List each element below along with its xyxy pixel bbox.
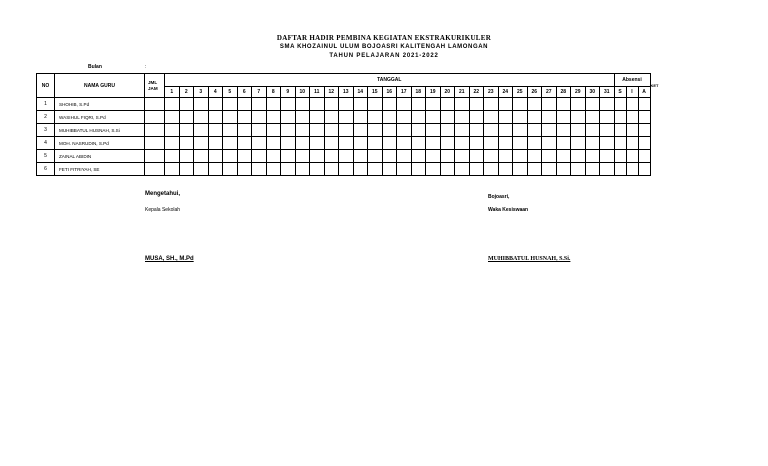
attendance-cell[interactable]: [614, 98, 626, 111]
attendance-cell[interactable]: [382, 137, 397, 150]
attendance-cell[interactable]: [145, 163, 165, 176]
col-jml-header: [145, 74, 165, 98]
table-row: [37, 111, 663, 124]
row-number: 1: [37, 98, 55, 111]
attendance-cell[interactable]: [411, 150, 426, 163]
day-header: 27: [542, 87, 557, 98]
ket-cell: [650, 124, 662, 137]
attendance-cell[interactable]: [426, 150, 441, 163]
attendance-cell[interactable]: [208, 150, 223, 163]
attendance-cell[interactable]: [455, 98, 470, 111]
attendance-cell[interactable]: [310, 111, 325, 124]
row-number: 2: [37, 111, 55, 124]
attendance-cell[interactable]: [310, 124, 325, 137]
attendance-cell[interactable]: [339, 98, 354, 111]
teacher-name: WASIHUL FIQRI, S.Pd: [55, 111, 145, 124]
day-header: 15: [368, 87, 383, 98]
attendance-cell[interactable]: [368, 150, 383, 163]
attendance-cell[interactable]: [165, 137, 180, 150]
attendance-cell[interactable]: [324, 98, 339, 111]
attendance-cell[interactable]: [295, 150, 310, 163]
attendance-cell[interactable]: [194, 163, 209, 176]
attendance-cell[interactable]: [527, 98, 542, 111]
day-header: 2: [179, 87, 194, 98]
teacher-name: SHOHIB, S.Pd: [55, 98, 145, 111]
attendance-cell[interactable]: [513, 111, 528, 124]
attendance-cell[interactable]: [281, 150, 296, 163]
ket-cell: [650, 98, 662, 111]
attendance-cell[interactable]: [179, 137, 194, 150]
attendance-cell[interactable]: [600, 124, 615, 137]
attendance-cell[interactable]: [469, 98, 484, 111]
attendance-cell[interactable]: [426, 163, 441, 176]
attendance-cell[interactable]: [382, 98, 397, 111]
attendance-cell[interactable]: [556, 124, 571, 137]
attendance-cell[interactable]: [223, 111, 238, 124]
bulan-label: Bulan: [88, 64, 102, 70]
attendance-cell[interactable]: [252, 150, 267, 163]
attendance-cell[interactable]: [237, 150, 252, 163]
attendance-cell[interactable]: [145, 150, 165, 163]
attendance-cell[interactable]: [571, 98, 586, 111]
attendance-cell[interactable]: [600, 137, 615, 150]
day-header: 3: [194, 87, 209, 98]
attendance-cell[interactable]: [194, 150, 209, 163]
attendance-cell[interactable]: [571, 124, 586, 137]
attendance-cell[interactable]: [426, 98, 441, 111]
attendance-cell[interactable]: [600, 98, 615, 111]
attendance-cell[interactable]: [455, 137, 470, 150]
day-header: 19: [426, 87, 441, 98]
school-name: SMA KHOZAINUL ULUM BOJOASRI KALITENGAH LAMONGAN: [279, 44, 489, 50]
attendance-cell[interactable]: [295, 111, 310, 124]
attendance-cell[interactable]: [585, 111, 600, 124]
attendance-cell[interactable]: [638, 98, 650, 111]
attendance-cell[interactable]: [556, 150, 571, 163]
attendance-cell[interactable]: [411, 124, 426, 137]
day-header: 22: [469, 87, 484, 98]
attendance-cell[interactable]: [179, 163, 194, 176]
attendance-cell[interactable]: [397, 111, 412, 124]
attendance-cell[interactable]: [498, 124, 513, 137]
attendance-cell[interactable]: [542, 150, 557, 163]
attendance-cell[interactable]: [469, 163, 484, 176]
day-header: 26: [527, 87, 542, 98]
attendance-cell[interactable]: [626, 111, 638, 124]
attendance-cell[interactable]: [527, 137, 542, 150]
col-no-header: NO: [37, 74, 55, 98]
attendance-cell[interactable]: [310, 163, 325, 176]
attendance-cell[interactable]: [281, 163, 296, 176]
day-header: 1: [165, 87, 180, 98]
attendance-cell[interactable]: [440, 163, 455, 176]
attendance-cell[interactable]: [310, 137, 325, 150]
attendance-cell[interactable]: [585, 98, 600, 111]
day-header: 9: [281, 87, 296, 98]
attendance-cell[interactable]: [252, 124, 267, 137]
attendance-cell[interactable]: [542, 163, 557, 176]
attendance-cell[interactable]: [542, 98, 557, 111]
bulan-colon: :: [145, 64, 147, 70]
academic-year: TAHUN PELAJARAN 2021-2022: [329, 53, 439, 59]
attendance-cell[interactable]: [484, 98, 499, 111]
attendance-cell[interactable]: [585, 163, 600, 176]
attendance-cell[interactable]: [469, 150, 484, 163]
jml-line2: JAM: [148, 85, 158, 91]
attendance-cell[interactable]: [353, 111, 368, 124]
attendance-cell[interactable]: [237, 124, 252, 137]
attendance-cell[interactable]: [165, 111, 180, 124]
day-header: 31: [600, 87, 615, 98]
attendance-cell[interactable]: [165, 98, 180, 111]
attendance-cell[interactable]: [266, 111, 281, 124]
ket-cell: [650, 137, 662, 150]
waka-name: MUHIBBATUL HUSNAH, S.Si.: [488, 256, 571, 262]
attendance-cell[interactable]: [208, 163, 223, 176]
attendance-cell[interactable]: [440, 98, 455, 111]
attendance-cell[interactable]: [165, 163, 180, 176]
attendance-cell[interactable]: [556, 98, 571, 111]
attendance-cell[interactable]: [145, 137, 165, 150]
attendance-cell[interactable]: [397, 124, 412, 137]
attendance-cell[interactable]: [600, 150, 615, 163]
day-header: 17: [397, 87, 412, 98]
absensi-code-header: A: [638, 87, 650, 98]
attendance-cell[interactable]: [614, 163, 626, 176]
document-title: DAFTAR HADIR PEMBINA KEGIATAN EKSTRAKURIKULER: [276, 34, 492, 42]
attendance-cell[interactable]: [527, 124, 542, 137]
attendance-cell[interactable]: [382, 163, 397, 176]
absensi-code-header: I: [626, 87, 638, 98]
attendance-cell[interactable]: [498, 98, 513, 111]
absensi-code-header: S: [614, 87, 626, 98]
attendance-cell[interactable]: [498, 163, 513, 176]
attendance-cell[interactable]: [585, 124, 600, 137]
attendance-cell[interactable]: [498, 111, 513, 124]
ket-cell: [650, 150, 662, 163]
attendance-cell[interactable]: [252, 98, 267, 111]
attendance-cell[interactable]: [295, 163, 310, 176]
attendance-cell[interactable]: [194, 124, 209, 137]
jml-line1: JML: [148, 79, 158, 85]
attendance-cell[interactable]: [440, 111, 455, 124]
attendance-cell[interactable]: [638, 150, 650, 163]
attendance-cell[interactable]: [382, 150, 397, 163]
attendance-cell[interactable]: [498, 137, 513, 150]
attendance-cell[interactable]: [165, 124, 180, 137]
attendance-cell[interactable]: [223, 163, 238, 176]
attendance-cell[interactable]: [498, 150, 513, 163]
day-header: 6: [237, 87, 252, 98]
day-header: 30: [585, 87, 600, 98]
attendance-cell[interactable]: [484, 124, 499, 137]
col-tanggal-header: TANGGAL: [165, 74, 615, 87]
attendance-cell[interactable]: [484, 111, 499, 124]
attendance-cell[interactable]: [353, 137, 368, 150]
attendance-cell[interactable]: [455, 150, 470, 163]
attendance-cell[interactable]: [455, 163, 470, 176]
attendance-cell[interactable]: [382, 111, 397, 124]
attendance-cell[interactable]: [310, 150, 325, 163]
row-number: 4: [37, 137, 55, 150]
attendance-cell[interactable]: [353, 98, 368, 111]
attendance-cell[interactable]: [295, 98, 310, 111]
attendance-cell[interactable]: [324, 111, 339, 124]
attendance-cell[interactable]: [266, 163, 281, 176]
attendance-cell[interactable]: [368, 124, 383, 137]
attendance-cell[interactable]: [281, 124, 296, 137]
day-header: 29: [571, 87, 586, 98]
attendance-cell[interactable]: [266, 98, 281, 111]
attendance-cell[interactable]: [556, 137, 571, 150]
waka-label: Waka Kesiswaan: [488, 207, 529, 213]
attendance-cell[interactable]: [469, 124, 484, 137]
attendance-cell[interactable]: [440, 137, 455, 150]
day-header: 12: [324, 87, 339, 98]
table-row: [37, 163, 663, 176]
attendance-cell[interactable]: [339, 111, 354, 124]
attendance-cell[interactable]: [281, 111, 296, 124]
attendance-cell[interactable]: [626, 137, 638, 150]
day-header: 11: [310, 87, 325, 98]
attendance-cell[interactable]: [266, 150, 281, 163]
attendance-cell[interactable]: [368, 98, 383, 111]
ket-cell: [650, 111, 662, 124]
attendance-cell[interactable]: [295, 137, 310, 150]
attendance-cell[interactable]: [339, 124, 354, 137]
table-row: [37, 137, 663, 150]
attendance-cell[interactable]: [295, 124, 310, 137]
attendance-cell[interactable]: [556, 111, 571, 124]
attendance-cell[interactable]: [585, 150, 600, 163]
attendance-cell[interactable]: [638, 124, 650, 137]
place-label: Bojoasri,: [488, 194, 510, 200]
attendance-cell[interactable]: [440, 150, 455, 163]
col-name-header: NAMA GURU: [55, 74, 145, 98]
attendance-cell[interactable]: [614, 150, 626, 163]
attendance-cell[interactable]: [513, 137, 528, 150]
day-header: 14: [353, 87, 368, 98]
attendance-cell[interactable]: [194, 111, 209, 124]
attendance-cell[interactable]: [353, 124, 368, 137]
attendance-cell[interactable]: [324, 137, 339, 150]
attendance-cell[interactable]: [455, 111, 470, 124]
row-number: 3: [37, 124, 55, 137]
attendance-cell[interactable]: [310, 98, 325, 111]
attendance-cell[interactable]: [527, 163, 542, 176]
attendance-cell[interactable]: [556, 163, 571, 176]
attendance-cell[interactable]: [281, 98, 296, 111]
day-header: 5: [223, 87, 238, 98]
attendance-cell[interactable]: [455, 124, 470, 137]
attendance-cell[interactable]: [179, 111, 194, 124]
attendance-cell[interactable]: [614, 137, 626, 150]
attendance-cell[interactable]: [484, 163, 499, 176]
attendance-cell[interactable]: [223, 137, 238, 150]
attendance-cell[interactable]: [194, 137, 209, 150]
attendance-cell[interactable]: [353, 163, 368, 176]
attendance-cell[interactable]: [527, 150, 542, 163]
col-ket-header: KET: [650, 83, 659, 88]
attendance-cell[interactable]: [571, 163, 586, 176]
attendance-cell[interactable]: [513, 150, 528, 163]
kepala-sekolah-name: MUSA, SH., M.Pd: [145, 256, 194, 262]
attendance-cell[interactable]: [208, 124, 223, 137]
attendance-cell[interactable]: [542, 137, 557, 150]
attendance-cell[interactable]: [542, 111, 557, 124]
attendance-cell[interactable]: [165, 150, 180, 163]
row-number: 6: [37, 163, 55, 176]
attendance-cell[interactable]: [600, 111, 615, 124]
attendance-cell[interactable]: [339, 150, 354, 163]
attendance-rows: [37, 98, 663, 176]
attendance-cell[interactable]: [469, 111, 484, 124]
attendance-cell[interactable]: [600, 163, 615, 176]
day-header: 25: [513, 87, 528, 98]
attendance-cell[interactable]: [252, 137, 267, 150]
table-row: [37, 98, 663, 111]
attendance-cell[interactable]: [513, 163, 528, 176]
kepala-sekolah-label: Kepala Sekolah: [145, 207, 181, 213]
attendance-cell[interactable]: [426, 137, 441, 150]
attendance-cell[interactable]: [397, 150, 412, 163]
attendance-cell[interactable]: [324, 124, 339, 137]
attendance-cell[interactable]: [194, 98, 209, 111]
attendance-cell[interactable]: [266, 124, 281, 137]
day-header: 13: [339, 87, 354, 98]
attendance-cell[interactable]: [252, 163, 267, 176]
attendance-cell[interactable]: [179, 150, 194, 163]
attendance-cell[interactable]: [626, 150, 638, 163]
header-row-1: [37, 74, 663, 87]
attendance-cell[interactable]: [368, 163, 383, 176]
attendance-cell[interactable]: [411, 137, 426, 150]
attendance-cell[interactable]: [626, 124, 638, 137]
attendance-cell[interactable]: [397, 163, 412, 176]
attendance-cell[interactable]: [513, 98, 528, 111]
attendance-cell[interactable]: [411, 111, 426, 124]
attendance-cell[interactable]: [339, 163, 354, 176]
attendance-cell[interactable]: [237, 137, 252, 150]
attendance-cell[interactable]: [638, 163, 650, 176]
attendance-cell[interactable]: [223, 150, 238, 163]
teacher-name: MUHIBBATUL HUSNAH, S.Si: [55, 124, 145, 137]
day-header: 16: [382, 87, 397, 98]
attendance-cell[interactable]: [237, 163, 252, 176]
day-header: 20: [440, 87, 455, 98]
day-header: 21: [455, 87, 470, 98]
day-header: 10: [295, 87, 310, 98]
attendance-cell[interactable]: [397, 137, 412, 150]
attendance-cell[interactable]: [353, 150, 368, 163]
mengetahui-label: Mengetahui,: [145, 191, 181, 197]
attendance-cell[interactable]: [145, 111, 165, 124]
attendance-cell[interactable]: [614, 124, 626, 137]
attendance-cell[interactable]: [571, 137, 586, 150]
attendance-cell[interactable]: [484, 137, 499, 150]
attendance-cell[interactable]: [252, 111, 267, 124]
ket-cell: [650, 163, 662, 176]
attendance-cell[interactable]: [382, 124, 397, 137]
attendance-cell[interactable]: [513, 124, 528, 137]
teacher-name: ZAINAL ABIDIN: [55, 150, 145, 163]
row-number: 5: [37, 150, 55, 163]
attendance-cell[interactable]: [397, 98, 412, 111]
day-header: 23: [484, 87, 499, 98]
attendance-cell[interactable]: [179, 124, 194, 137]
day-header: 28: [556, 87, 571, 98]
attendance-cell[interactable]: [237, 98, 252, 111]
attendance-cell[interactable]: [324, 150, 339, 163]
attendance-cell[interactable]: [626, 98, 638, 111]
teacher-name: MOH. NASRUDIN, S.Pd: [55, 137, 145, 150]
attendance-cell[interactable]: [179, 98, 194, 111]
teacher-name: FETI FITRIYAH, SE: [55, 163, 145, 176]
day-header: 18: [411, 87, 426, 98]
attendance-cell[interactable]: [440, 124, 455, 137]
attendance-cell[interactable]: [411, 98, 426, 111]
attendance-cell[interactable]: [145, 124, 165, 137]
attendance-cell[interactable]: [426, 111, 441, 124]
attendance-cell[interactable]: [266, 137, 281, 150]
attendance-cell[interactable]: [484, 150, 499, 163]
attendance-cell[interactable]: [411, 163, 426, 176]
attendance-cell[interactable]: [426, 124, 441, 137]
day-header: 7: [252, 87, 267, 98]
attendance-cell[interactable]: [339, 137, 354, 150]
attendance-cell[interactable]: [638, 111, 650, 124]
day-header: 4: [208, 87, 223, 98]
attendance-cell[interactable]: [469, 137, 484, 150]
attendance-cell[interactable]: [368, 137, 383, 150]
attendance-cell[interactable]: [208, 98, 223, 111]
attendance-cell[interactable]: [208, 137, 223, 150]
attendance-table: [36, 73, 662, 176]
table-row: [37, 150, 663, 163]
attendance-cell[interactable]: [638, 137, 650, 150]
attendance-cell[interactable]: [145, 98, 165, 111]
attendance-cell[interactable]: [585, 137, 600, 150]
attendance-cell[interactable]: [542, 124, 557, 137]
attendance-cell[interactable]: [527, 111, 542, 124]
attendance-cell[interactable]: [223, 98, 238, 111]
attendance-cell[interactable]: [324, 163, 339, 176]
day-header: 24: [498, 87, 513, 98]
attendance-cell[interactable]: [571, 111, 586, 124]
attendance-cell[interactable]: [237, 111, 252, 124]
col-absensi-header: Absensi: [614, 74, 650, 87]
attendance-cell[interactable]: [208, 111, 223, 124]
day-header: 8: [266, 87, 281, 98]
attendance-cell[interactable]: [368, 111, 383, 124]
attendance-cell[interactable]: [614, 111, 626, 124]
table-row: [37, 124, 663, 137]
attendance-cell[interactable]: [571, 150, 586, 163]
attendance-cell[interactable]: [223, 124, 238, 137]
attendance-cell[interactable]: [626, 163, 638, 176]
attendance-cell[interactable]: [281, 137, 296, 150]
